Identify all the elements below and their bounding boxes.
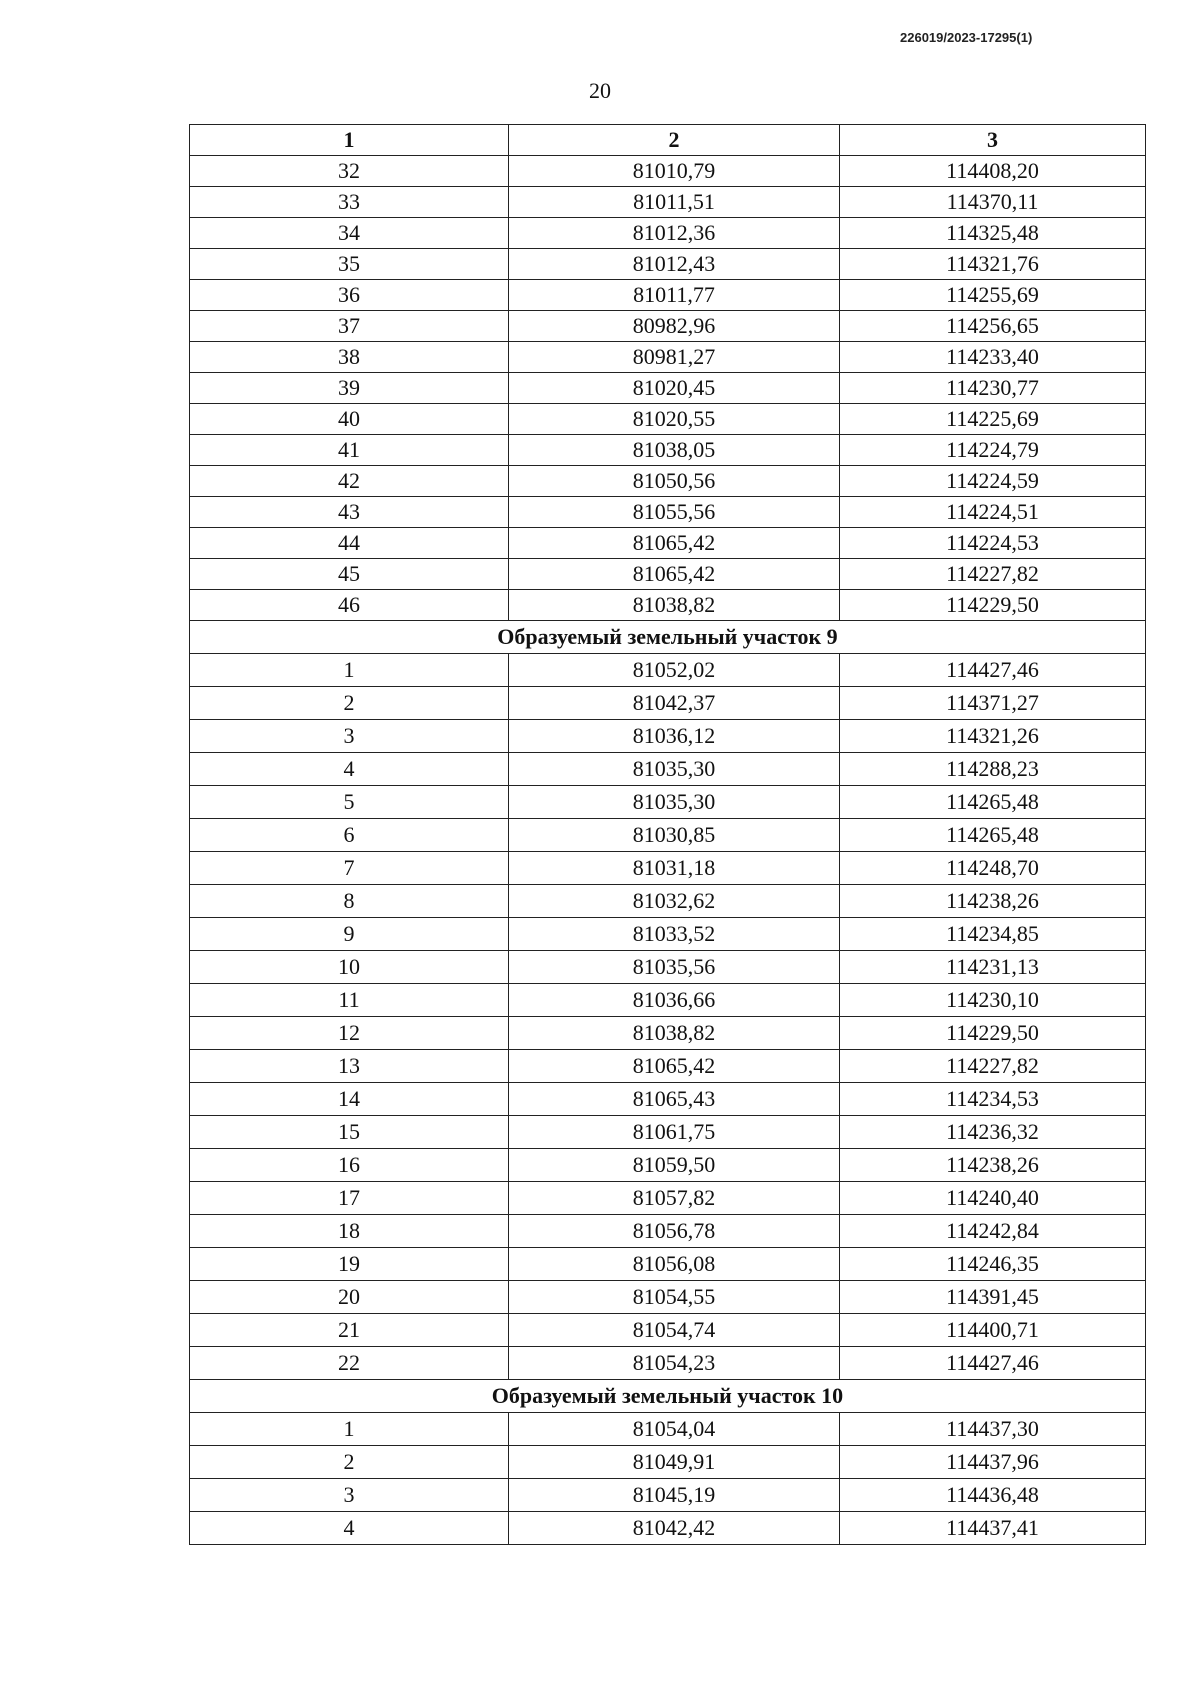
point-number-cell: 15 [190, 1116, 509, 1149]
point-number-cell: 7 [190, 852, 509, 885]
point-number-cell: 17 [190, 1182, 509, 1215]
column-header-y: 3 [840, 125, 1146, 156]
x-coordinate-cell: 80982,96 [509, 311, 840, 342]
point-number-cell: 8 [190, 885, 509, 918]
point-number-cell: 19 [190, 1248, 509, 1281]
table-row [190, 951, 1146, 984]
point-number-cell: 36 [190, 280, 509, 311]
table-row [190, 819, 1146, 852]
point-number-cell: 16 [190, 1149, 509, 1182]
point-number-cell: 46 [190, 590, 509, 621]
x-coordinate-cell: 81012,43 [509, 249, 840, 280]
table-row [190, 342, 1146, 373]
x-coordinate-cell: 81031,18 [509, 852, 840, 885]
y-coordinate-cell: 114288,23 [840, 753, 1146, 786]
y-coordinate-cell: 114255,69 [840, 280, 1146, 311]
table-row [190, 1446, 1146, 1479]
x-coordinate-cell: 81042,42 [509, 1512, 840, 1545]
y-coordinate-cell: 114227,82 [840, 1050, 1146, 1083]
table-row [190, 1512, 1146, 1545]
y-coordinate-cell: 114230,77 [840, 373, 1146, 404]
x-coordinate-cell: 81010,79 [509, 156, 840, 187]
table-row [190, 218, 1146, 249]
table-row [190, 1050, 1146, 1083]
table-header-row [190, 125, 1146, 156]
y-coordinate-cell: 114238,26 [840, 885, 1146, 918]
table-row [190, 753, 1146, 786]
point-number-cell: 18 [190, 1215, 509, 1248]
point-number-cell: 10 [190, 951, 509, 984]
x-coordinate-cell: 81033,52 [509, 918, 840, 951]
y-coordinate-cell: 114236,32 [840, 1116, 1146, 1149]
point-number-cell: 14 [190, 1083, 509, 1116]
table-row [190, 590, 1146, 621]
table-row [190, 1182, 1146, 1215]
x-coordinate-cell: 81011,77 [509, 280, 840, 311]
point-number-cell: 21 [190, 1314, 509, 1347]
coordinates-table [189, 124, 1146, 1545]
point-number-cell: 43 [190, 497, 509, 528]
table-row [190, 918, 1146, 951]
point-number-cell: 6 [190, 819, 509, 852]
point-number-cell: 35 [190, 249, 509, 280]
document-id: 226019/2023-17295(1) [900, 30, 1033, 45]
column-header-point-number: 1 [190, 125, 509, 156]
y-coordinate-cell: 114225,69 [840, 404, 1146, 435]
point-number-cell: 9 [190, 918, 509, 951]
x-coordinate-cell: 81065,42 [509, 559, 840, 590]
x-coordinate-cell: 81065,42 [509, 1050, 840, 1083]
x-coordinate-cell: 81056,08 [509, 1248, 840, 1281]
y-coordinate-cell: 114427,46 [840, 1347, 1146, 1380]
y-coordinate-cell: 114238,26 [840, 1149, 1146, 1182]
x-coordinate-cell: 81052,02 [509, 654, 840, 687]
x-coordinate-cell: 80981,27 [509, 342, 840, 373]
x-coordinate-cell: 81054,04 [509, 1413, 840, 1446]
x-coordinate-cell: 81035,56 [509, 951, 840, 984]
y-coordinate-cell: 114371,27 [840, 687, 1146, 720]
table-row [190, 1413, 1146, 1446]
y-coordinate-cell: 114242,84 [840, 1215, 1146, 1248]
y-coordinate-cell: 114400,71 [840, 1314, 1146, 1347]
point-number-cell: 20 [190, 1281, 509, 1314]
y-coordinate-cell: 114233,40 [840, 342, 1146, 373]
point-number-cell: 1 [190, 1413, 509, 1446]
x-coordinate-cell: 81054,55 [509, 1281, 840, 1314]
x-coordinate-cell: 81045,19 [509, 1479, 840, 1512]
point-number-cell: 42 [190, 466, 509, 497]
x-coordinate-cell: 81011,51 [509, 187, 840, 218]
table-row [190, 885, 1146, 918]
point-number-cell: 32 [190, 156, 509, 187]
table-row [190, 466, 1146, 497]
x-coordinate-cell: 81049,91 [509, 1446, 840, 1479]
x-coordinate-cell: 81036,12 [509, 720, 840, 753]
x-coordinate-cell: 81061,75 [509, 1116, 840, 1149]
x-coordinate-cell: 81035,30 [509, 786, 840, 819]
point-number-cell: 12 [190, 1017, 509, 1050]
y-coordinate-cell: 114437,96 [840, 1446, 1146, 1479]
x-coordinate-cell: 81020,55 [509, 404, 840, 435]
table-row [190, 654, 1146, 687]
y-coordinate-cell: 114408,20 [840, 156, 1146, 187]
table-row [190, 1281, 1146, 1314]
x-coordinate-cell: 81035,30 [509, 753, 840, 786]
point-number-cell: 34 [190, 218, 509, 249]
table-row [190, 373, 1146, 404]
x-coordinate-cell: 81065,43 [509, 1083, 840, 1116]
point-number-cell: 5 [190, 786, 509, 819]
point-number-cell: 2 [190, 687, 509, 720]
y-coordinate-cell: 114231,13 [840, 951, 1146, 984]
table-row [190, 559, 1146, 590]
section-header-row [190, 1380, 1146, 1413]
y-coordinate-cell: 114265,48 [840, 786, 1146, 819]
x-coordinate-cell: 81057,82 [509, 1182, 840, 1215]
table-row [190, 1347, 1146, 1380]
column-header-x: 2 [509, 125, 840, 156]
x-coordinate-cell: 81038,82 [509, 590, 840, 621]
table-row [190, 1017, 1146, 1050]
table-row [190, 1215, 1146, 1248]
section-header-row [190, 621, 1146, 654]
y-coordinate-cell: 114265,48 [840, 819, 1146, 852]
x-coordinate-cell: 81036,66 [509, 984, 840, 1017]
table-row [190, 156, 1146, 187]
point-number-cell: 41 [190, 435, 509, 466]
y-coordinate-cell: 114427,46 [840, 654, 1146, 687]
table-row [190, 1248, 1146, 1281]
table-row [190, 1314, 1146, 1347]
y-coordinate-cell: 114248,70 [840, 852, 1146, 885]
y-coordinate-cell: 114234,53 [840, 1083, 1146, 1116]
table-row [190, 786, 1146, 819]
point-number-cell: 11 [190, 984, 509, 1017]
page-number: 20 [589, 78, 611, 103]
x-coordinate-cell: 81042,37 [509, 687, 840, 720]
section-title: Образуемый земельный участок 9 [190, 621, 1146, 654]
y-coordinate-cell: 114325,48 [840, 218, 1146, 249]
point-number-cell: 37 [190, 311, 509, 342]
x-coordinate-cell: 81056,78 [509, 1215, 840, 1248]
y-coordinate-cell: 114437,41 [840, 1512, 1146, 1545]
point-number-cell: 1 [190, 654, 509, 687]
y-coordinate-cell: 114224,59 [840, 466, 1146, 497]
table-row [190, 1083, 1146, 1116]
x-coordinate-cell: 81054,23 [509, 1347, 840, 1380]
point-number-cell: 44 [190, 528, 509, 559]
x-coordinate-cell: 81012,36 [509, 218, 840, 249]
y-coordinate-cell: 114229,50 [840, 590, 1146, 621]
y-coordinate-cell: 114437,30 [840, 1413, 1146, 1446]
y-coordinate-cell: 114234,85 [840, 918, 1146, 951]
y-coordinate-cell: 114230,10 [840, 984, 1146, 1017]
table-row [190, 280, 1146, 311]
coordinates-table-body [190, 125, 1146, 1545]
table-row [190, 984, 1146, 1017]
y-coordinate-cell: 114246,35 [840, 1248, 1146, 1281]
table-row [190, 1149, 1146, 1182]
point-number-cell: 4 [190, 1512, 509, 1545]
y-coordinate-cell: 114321,76 [840, 249, 1146, 280]
table-row [190, 687, 1146, 720]
point-number-cell: 3 [190, 720, 509, 753]
point-number-cell: 45 [190, 559, 509, 590]
y-coordinate-cell: 114391,45 [840, 1281, 1146, 1314]
x-coordinate-cell: 81055,56 [509, 497, 840, 528]
y-coordinate-cell: 114229,50 [840, 1017, 1146, 1050]
y-coordinate-cell: 114240,40 [840, 1182, 1146, 1215]
point-number-cell: 22 [190, 1347, 509, 1380]
point-number-cell: 13 [190, 1050, 509, 1083]
table-row [190, 311, 1146, 342]
x-coordinate-cell: 81038,05 [509, 435, 840, 466]
point-number-cell: 33 [190, 187, 509, 218]
section-title: Образуемый земельный участок 10 [190, 1380, 1146, 1413]
table-row [190, 187, 1146, 218]
x-coordinate-cell: 81020,45 [509, 373, 840, 404]
x-coordinate-cell: 81038,82 [509, 1017, 840, 1050]
x-coordinate-cell: 81030,85 [509, 819, 840, 852]
point-number-cell: 39 [190, 373, 509, 404]
y-coordinate-cell: 114227,82 [840, 559, 1146, 590]
table-row [190, 528, 1146, 559]
table-row [190, 1479, 1146, 1512]
y-coordinate-cell: 114224,79 [840, 435, 1146, 466]
point-number-cell: 3 [190, 1479, 509, 1512]
x-coordinate-cell: 81050,56 [509, 466, 840, 497]
table-row [190, 404, 1146, 435]
point-number-cell: 40 [190, 404, 509, 435]
point-number-cell: 2 [190, 1446, 509, 1479]
x-coordinate-cell: 81054,74 [509, 1314, 840, 1347]
x-coordinate-cell: 81059,50 [509, 1149, 840, 1182]
point-number-cell: 38 [190, 342, 509, 373]
y-coordinate-cell: 114370,11 [840, 187, 1146, 218]
table-row [190, 852, 1146, 885]
x-coordinate-cell: 81065,42 [509, 528, 840, 559]
x-coordinate-cell: 81032,62 [509, 885, 840, 918]
y-coordinate-cell: 114436,48 [840, 1479, 1146, 1512]
table-row [190, 1116, 1146, 1149]
y-coordinate-cell: 114321,26 [840, 720, 1146, 753]
y-coordinate-cell: 114224,51 [840, 497, 1146, 528]
table-row [190, 720, 1146, 753]
point-number-cell: 4 [190, 753, 509, 786]
y-coordinate-cell: 114256,65 [840, 311, 1146, 342]
table-row [190, 497, 1146, 528]
table-row [190, 435, 1146, 466]
y-coordinate-cell: 114224,53 [840, 528, 1146, 559]
table-row [190, 249, 1146, 280]
